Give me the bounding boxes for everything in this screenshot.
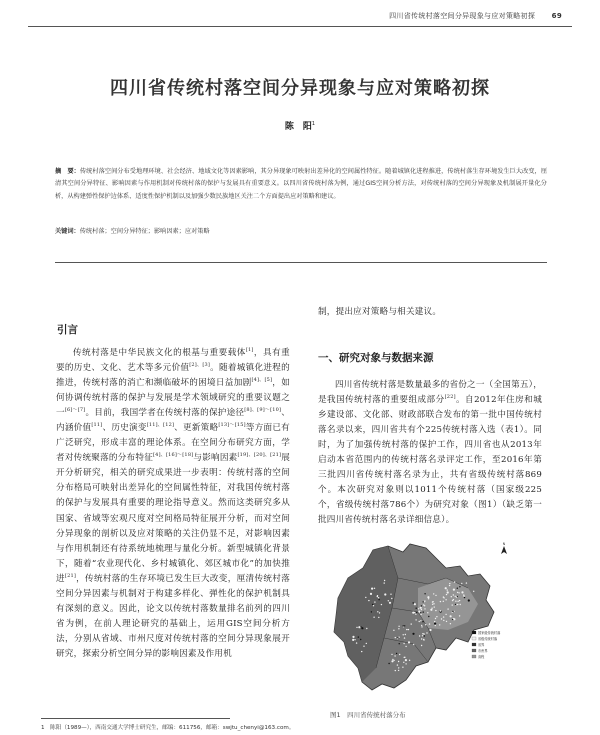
keywords-text: 传统村落；空间分异特征；影响因素；应对策略 [79,228,210,235]
sichuan-village-map [318,538,520,698]
legend-label: 省界 [478,643,485,647]
legend-label: 国家级传统村落 [478,631,501,635]
village-point [413,602,414,603]
intro-text: 、历史演变 [102,423,147,434]
village-point [473,591,474,592]
village-point [389,602,391,604]
village-point [418,611,420,613]
village-point [391,598,392,599]
abstract-label: 摘 要： [55,168,80,175]
village-point [412,612,414,614]
village-point [368,600,369,601]
village-point [433,593,434,594]
intro-text: 、内涵价值 [56,408,290,434]
village-point [450,623,451,624]
village-point [381,604,382,605]
village-point [370,593,372,595]
intro-text: ，具有重要的历史、文化、艺术等多元价值 [56,348,290,374]
citation: [2]、[3] [189,362,211,369]
village-point [403,625,404,626]
village-point [440,610,441,611]
right-column-intro-tail: 制，提出应对策略与相关建议。 [318,307,442,317]
village-point [451,596,452,597]
village-point [429,623,430,624]
village-point [466,582,467,583]
intro-text: 。随着城镇化进程的推进，传统村落的消亡和濒临破坏的困境日益加剧 [56,363,290,389]
village-point [457,604,458,605]
village-point [463,596,464,597]
village-point [459,615,460,616]
village-point [421,626,422,627]
village-point [422,621,423,622]
village-point [405,634,406,635]
village-point [399,654,400,655]
intro-text: 传统村落是中华民族文化的根基与重要载体 [73,348,246,358]
village-point [455,601,456,602]
village-point [395,637,396,638]
village-point [421,605,422,606]
village-point [421,625,422,626]
village-point [396,653,397,654]
village-point [374,588,375,589]
village-point [450,615,452,617]
village-point [435,610,436,611]
village-point [415,614,416,615]
village-point [434,621,435,622]
citation: [11] [91,422,103,429]
village-point [424,605,425,606]
legend-label: 高程 [478,655,485,659]
village-point [416,612,417,613]
village-point [443,616,444,617]
intro-text: 、更新策略 [174,423,219,434]
village-point [459,600,460,601]
village-point [393,660,394,661]
village-point [374,601,375,602]
village-point [440,601,441,602]
legend-swatch [472,631,476,634]
village-point [443,597,444,598]
section1-text: 。自2012年住房和城乡建设部、文化部、财政部联合发布的第一批中国传统村落名录以来，四川省共有个225传统村落入选（表1）。同时，为了加强传统村落的保护工作，四川省也从2013年启动本省范围内的传统村落名录评定工作，至2016年第三批四川省传统村落名录为止，共有省级传统村落869个。本次研究对象则以1011个传统村落（国家级225个，省级传统村落786个）为研究对象（图1）（缺乏第一批四川省传统村落名录详细信息）。 [318,395,542,526]
village-point [361,627,363,629]
keywords-label: 关键词： [55,228,80,235]
village-point [403,662,404,663]
village-point [395,670,396,671]
village-point [408,641,410,643]
village-point [418,608,419,609]
village-point [361,651,362,652]
citation: [4]、[5] [251,377,273,384]
village-point [461,583,462,584]
author-footnote-mark: 1 [311,121,316,127]
village-point [405,659,407,661]
village-point [449,583,450,584]
village-point [427,612,428,613]
village-point [378,597,379,598]
village-point [449,585,450,586]
intro-text: ，如何协调传统村落的保护与发展是学术领域研究的重要议题之一 [56,378,290,419]
citation: [11]、[12] [146,422,175,429]
intro-text: ，传统村落的生存环境已发生巨大改变，厘清传统村落空间分异因素与机制对于构建多样化、弹性化的保护机制具有深刻的意义。因此，论文以传统村落数量排名前列的四川省为例，在前人理论研究的基础上，运用GIS空间分析方法，分别从省域、市州尺度对传统村落的空间分异现象展开研究，探索分析空间分异的影响因素及作用机 [56,573,290,659]
village-point [391,660,393,662]
village-point [456,596,457,597]
village-point [358,626,360,628]
village-point [445,614,446,615]
village-point [384,580,385,581]
village-point [423,639,424,640]
village-point [420,614,421,615]
village-point [452,619,453,620]
village-point [430,609,432,611]
footnote: 1 陈阳（1989—），西南交通大学博士研究生，邮编：611756，邮箱：swjtu_chenyi@163.com。 [41,725,295,731]
village-point [391,654,392,655]
village-point [413,644,414,645]
village-point [393,630,394,631]
village-point [445,587,447,589]
abstract-rule [55,262,547,263]
village-point [443,601,444,602]
village-point [360,626,361,627]
village-point [378,599,379,600]
village-point [424,635,425,636]
author-name: 陈 阳 [284,122,312,132]
village-point [421,638,422,639]
village-point [415,619,416,620]
legend-swatch [472,637,476,640]
author [0,119,600,132]
village-point [384,593,386,595]
village-point [452,604,453,605]
village-point [455,604,456,605]
village-point [452,611,453,612]
village-point [373,605,374,606]
village-point [459,586,460,587]
village-point [432,604,433,605]
village-point [457,592,458,593]
village-point [365,597,366,598]
village-point [378,617,379,618]
village-point [403,643,404,644]
village-point [398,667,399,668]
village-point [447,591,449,593]
village-point [409,660,410,661]
footnote-rule [41,718,230,719]
village-point [371,611,372,612]
village-point [404,657,405,658]
village-point [424,600,425,601]
village-point [399,643,400,644]
village-point [435,618,436,619]
keywords [55,226,547,235]
running-header [389,11,562,21]
village-point [433,603,434,604]
header-rule [28,26,572,27]
village-point [352,636,354,638]
village-point [397,664,398,665]
citation: [22] [444,394,456,401]
village-point [424,608,425,609]
village-point [422,635,423,636]
legend-label: 省级传统村落 [478,637,498,641]
village-point [423,633,424,634]
citation: [4]、[16]～[18] [153,452,194,459]
village-point [397,638,398,639]
village-point [422,633,423,634]
village-point [412,633,414,635]
village-point [421,645,422,646]
section1-heading: 一、研究对象与数据来源 [318,352,434,364]
village-point [432,601,433,602]
village-point [455,596,456,597]
abstract [55,166,547,203]
village-point [373,617,374,618]
village-point [439,624,440,625]
intro-paragraph [56,346,290,662]
running-title: 四川省传统村落空间分异现象与应对策略初探 [389,12,536,20]
citation: [19]、[20]、[21] [237,452,282,459]
intro-text: 等方面已有广泛研究，形成丰富的理论体系。在空间分布研究方面，学者对传统聚落的分布特征 [56,423,290,464]
village-point [434,606,435,607]
citation: [13]～[15] [218,422,246,429]
village-point [398,628,399,629]
village-point [354,639,355,640]
village-point [398,670,399,671]
citation: [6]～[7] [64,407,86,414]
village-point [457,601,458,602]
village-point [414,603,416,605]
village-point [441,618,442,619]
village-point [377,611,378,612]
village-point [388,600,389,601]
intro-text: 。目前，我国学者在传统村落的保护途径 [85,408,245,419]
village-point [445,599,446,600]
village-point [377,595,378,596]
village-point [398,661,399,662]
village-point [388,663,389,664]
village-point [394,655,395,656]
village-point [406,629,407,630]
village-point [384,582,385,583]
abstract-text: 传统村落空间分布受地理环境、社会经济、地域文化等因素影响，其分异现象可映射出差异化的空间属性特征。随着城镇化进程推进，传统村落生存环境发生巨大改变，厘清其空间分异特征、影响因素与作用机制对传统村落的保护与发展具有重要意义。以四川省传统村落为例，通过GIS空间分析方法，对传统村落的空间分异现象及机制展开量化分析，从构建弹性保护边体系、适度性保护机制以及加强少数民族地区关注二个方面提出应对策略和建议。 [55,168,548,200]
village-point [371,588,373,590]
village-point [356,642,357,643]
village-point [352,639,354,641]
village-point [408,629,409,630]
village-point [446,594,447,595]
village-point [468,599,470,601]
village-point [420,607,422,609]
svg-text:N: N [502,542,506,546]
intro-heading: 引言 [57,324,78,336]
village-point [419,621,420,622]
village-point [443,620,444,621]
citation: [21] [64,572,76,579]
village-point [423,601,424,602]
village-point [428,598,429,599]
village-point [460,604,461,605]
legend-swatch [472,643,476,646]
village-point [419,635,420,636]
village-point [452,600,453,601]
village-point [398,626,399,627]
village-point [398,637,399,638]
intro-text: 展开分析研究，相关的研究成果进一步表明：传统村落的空间分布格局可映射出差异化的空间属性特征，对我国传统村落的保护与发展具有重要的理论指导意义。然而这类研究多从国家、省域等宏观尺度对空间格局特征展开分析，而对空间分异现象的剖析以及应对策略的关注仍显不足，对影响因素与作用机制还有待系统地梳理与量化分析。新型城镇化背景下，随着“农业现代化、乡村城镇化、郊区城市化”的加快推进 [56,453,291,584]
village-point [435,625,436,626]
village-point [366,643,367,644]
village-point [411,623,412,624]
section1-text: 四川省传统村落是数量最多的省份之一（全国第五），是我国传统村落的重要组成部分 [318,380,542,406]
village-point [372,604,373,605]
village-point [428,616,429,617]
village-point [447,589,448,590]
village-point [405,663,406,664]
village-point [454,581,455,582]
village-point [453,594,454,595]
village-point [366,628,367,629]
citation: [1] [245,347,254,354]
village-point [363,646,364,647]
citation: [8]、[9]～[10] [244,407,282,414]
village-point [405,646,406,647]
village-point [403,634,404,635]
village-point [390,594,391,595]
legend-swatch [472,655,476,658]
village-point [402,667,403,668]
village-point [464,597,465,598]
legend-label: 市州界 [478,649,488,653]
village-point [424,593,425,594]
legend-swatch [472,649,476,652]
figure-caption: 图1 四川省传统村落分布 [330,711,406,719]
village-point [426,632,427,633]
village-point [421,609,422,610]
intro-text: 与影响因素 [193,453,238,464]
village-point [420,620,421,621]
village-point [429,629,431,631]
village-point [416,608,417,609]
village-point [453,589,455,591]
page-number: 69 [551,12,562,20]
village-point [431,608,432,609]
village-point [425,624,426,625]
village-point [435,595,436,596]
village-point [360,639,361,640]
village-point [457,588,458,589]
village-point [356,627,357,628]
village-point [427,596,429,598]
village-point [461,591,463,593]
village-point [404,625,405,626]
village-point [392,659,393,660]
paper-title: 四川省传统村落空间分异现象与应对策略初探 [110,78,490,99]
section1-paragraph [318,378,542,528]
village-point [404,637,405,638]
village-point [358,636,359,637]
village-point [379,612,380,613]
village-point [446,621,447,622]
village-point [423,611,424,612]
village-point [458,592,459,593]
village-point [436,616,437,617]
village-point [434,623,436,625]
village-point [447,608,448,609]
